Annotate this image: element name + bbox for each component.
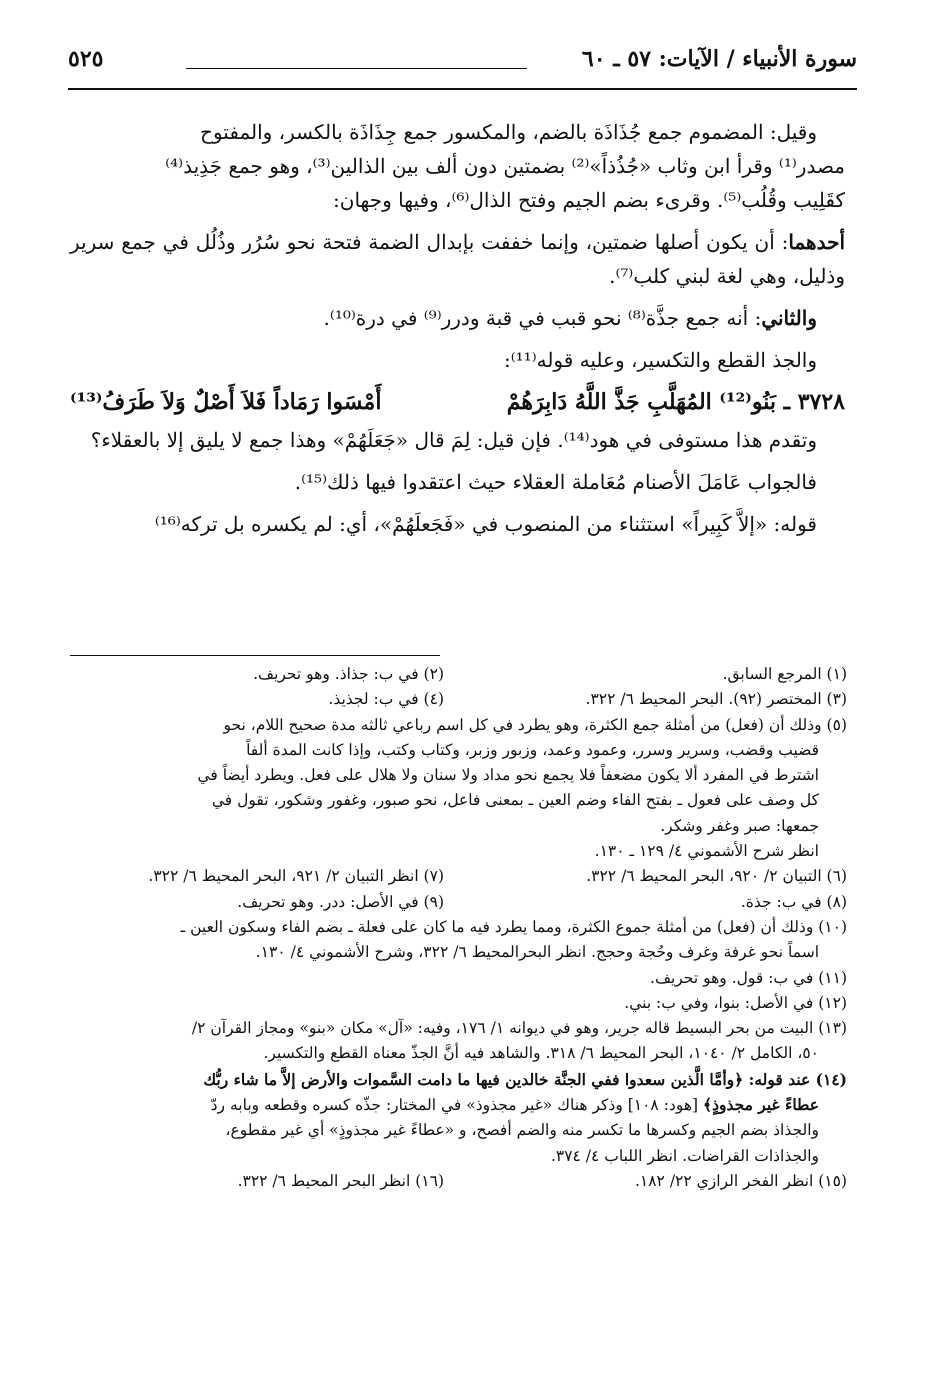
footnote-14-line: والجذاذ بضم الجيم وكسرها ما تكسر منه والضم أفصح، و «عطاءً غير مجذوذٍ» أي غير مقطوع، xyxy=(225,1121,819,1140)
last-body-line: قوله: «إلاَّ كَبِيراً» استثناء من المنصوب في «فَجَعلَهُمْ»، أي: لم يكسره بل تركه⁽¹⁶⁾ xyxy=(154,512,817,536)
page-header xyxy=(68,40,857,90)
footnote-row xyxy=(72,1169,847,1194)
header-rule xyxy=(186,68,527,69)
footnote-9: (٩) في الأصل: ددر. وهو تحريف. xyxy=(237,892,444,911)
footnote-row xyxy=(72,662,847,687)
footnote-13-line: (١٣) البيت من بحر البسيط قاله جرير، وهو في ديوانه ١/ ١٧٦، وفيه: «آل» مكان «بنو» ومجاز القرآن ٢/ xyxy=(191,1019,847,1038)
footnote-3: (٣) المختصر (٩٢). البحر المحيط ٦/ ٣٢٢. xyxy=(585,690,847,709)
first-aspect-label: أحدهما xyxy=(788,230,845,254)
footnote-4: (٤) في ب: لجذيذ. xyxy=(328,690,444,709)
footnote-5-line: جمعها: صبر وغفر وشكر. xyxy=(660,816,819,835)
second-aspect-label: والثاني xyxy=(761,306,817,330)
body-line-2: مصدر⁽¹⁾ وقرأ ابن وثاب «جُذُذاً»⁽²⁾ بضمتين دون ألف بين الذالين⁽³⁾، وهو جمع جَذِيذ⁽⁴⁾ xyxy=(165,154,845,178)
footnote-5-line: انظر شرح الأشموني ٤/ ١٢٩ ـ ١٣٠. xyxy=(594,842,819,861)
footnote-6: (٦) التبيان ٢/ ٩٢٠، البحر المحيط ٦/ ٣٢٢. xyxy=(586,867,847,886)
footnote-10-line: اسماً نحو غرفة وغرف وحُجة وحجج. انظر البحرالمحيط ٦/ ٣٢٢، وشرح الأشموني ٤/ ١٣٠. xyxy=(255,943,819,962)
footnote-row xyxy=(72,890,847,915)
page-number: ٥٢٥ xyxy=(68,46,104,72)
para-after-verse: وتقدم هذا مستوفى في هود⁽¹⁴⁾. فإن قيل: لِمَ قال «جَعَلَهُمْ» وهذا جمع لا يليق إلا بالعقلاء؟ xyxy=(90,428,817,452)
line-before-verse: والجذ القطع والتكسير، وعليه قوله⁽¹¹⁾: xyxy=(503,348,817,372)
verse-first-hemistich: ٣٧٢٨ ـ بَنُو⁽¹²⁾ المُهَلَّبِ جَذَّ اللَّهُ دَابِرَهُمْ xyxy=(506,389,845,415)
footnote-5-line: (٥) وذلك أن (فعل) من أمثلة جمع الكثرة، وهو يطرد في كل اسم رباعي ثالثه مدة صحيح اللام، نحو xyxy=(223,715,847,734)
footnote-14-quran-end: عطاءً غير مجذوذٍ﴾ xyxy=(702,1095,819,1115)
footnote-5-line: قضيب وقضب، وسرير وسرر، وعمود وعمد، وزبور وزبر، وكتاب وكتب، وإذا كانت المدة ألفاً xyxy=(246,740,819,759)
footnote-14-text: [هود: ١٠٨] وذكر هناك «غير مجذوذ» في المختار: جذّه كسره وقطعه وبابه ردّ xyxy=(210,1096,703,1115)
footnote-8: (٨) في ب: جذة. xyxy=(740,892,847,911)
running-title: سورة الأنبياء / الآيات: ٥٧ ـ ٦٠ xyxy=(581,46,857,72)
footnote-14-line: والجذاذات القراضات. انظر اللباب ٤/ ٣٧٤. xyxy=(550,1146,819,1165)
body-line-1: وقيل: المضموم جمع جُذَاذَة بالضم، والمكسور جمع جِذَاذَة بالكسر، والمفتوح xyxy=(200,120,817,144)
verse-second-hemistich: أَمْسَوا رَمَاداً فَلاَ أَصْلٌ وَلاَ طَرَفُ⁽¹³⁾ xyxy=(70,389,382,415)
poetry-verse xyxy=(70,383,845,421)
first-aspect-text: : أن يكون أصلها ضمتين، وإنما خففت بإبدال الضمة فتحة نحو سُرُر وذُلُل في جمع سرير وذليل، وهي لغة لبني كلب⁽⁷⁾. xyxy=(70,230,845,288)
footnote-13-line: ٥٠، الكامل ٢/ ١٠٤٠، البحر المحيط ٦/ ٣١٨. والشاهد فيه أنَّ الجذّ معناه القطع والتكسير. xyxy=(263,1044,819,1063)
second-aspect xyxy=(70,301,845,335)
footnote-10-line: (١٠) وذلك أن (فعل) من أمثلة جموع الكثرة، ومما يطرد فيه ما كان على فعلة ـ بضم الفاء وسكون العين ـ xyxy=(180,917,847,936)
first-aspect xyxy=(70,225,845,293)
answer-line: فالجواب عَامَلَ الأصنام مُعَاملة العقلاء حيث اعتقدوا فيها ذلك⁽¹⁵⁾. xyxy=(294,470,817,494)
footnotes xyxy=(72,662,847,1194)
footnote-14-line xyxy=(72,1092,847,1118)
body-line-3: كقَلِيب وقُلُب⁽⁵⁾. وقرىء بضم الجيم وفتح الذال⁽⁶⁾، وفيها وجهان: xyxy=(333,188,845,212)
footnote-7: (٧) انظر التبيان ٢/ ٩٢١، البحر المحيط ٦/ ٣٢٢. xyxy=(148,867,444,886)
footnote-1: (١) المرجع السابق. xyxy=(722,665,847,683)
footnote-11: (١١) في ب: قول. وهو تحريف. xyxy=(650,968,847,987)
footnote-separator xyxy=(70,655,440,656)
second-aspect-text: : أنه جمع جذَّة⁽⁸⁾ نحو قبب في قبة ودرر⁽⁹⁾ في درة⁽¹⁰⁾. xyxy=(323,306,762,330)
footnote-row xyxy=(72,864,847,889)
main-text xyxy=(70,115,845,541)
footnote-row xyxy=(72,687,847,712)
footnote-5-line: اشترط في المفرد ألا يكون مضعفاً فلا يجمع نحو مداد ولا سنان ولا هلال على فعل. ويطرد أيضاً في xyxy=(197,766,819,785)
footnote-16: (١٦) انظر البحر المحيط ٦/ ٣٢٢. xyxy=(237,1171,444,1190)
footnote-14-quran: (١٤) عند قوله: ﴿وأمَّا الَّذين سعدوا ففي الجنَّة خالدين فيها ما دامت السَّموات والأرض إلاَّ ما شاء ربُّك xyxy=(203,1069,847,1089)
footnote-15: (١٥) انظر الفخر الرازي ٢٢/ ١٨٢. xyxy=(634,1171,847,1190)
footnote-5-line: كل وصف على فعول ـ بفتح الفاء وضم العين ـ بمعنى فاعل، نحو صبور، وغفور وشكور، تقول في xyxy=(211,791,819,810)
footnote-2: (٢) في ب: جذاذ. وهو تحريف. xyxy=(253,665,444,683)
footnote-12: (١٢) في الأصل: بنوا، وفي ب: بني. xyxy=(624,993,847,1012)
